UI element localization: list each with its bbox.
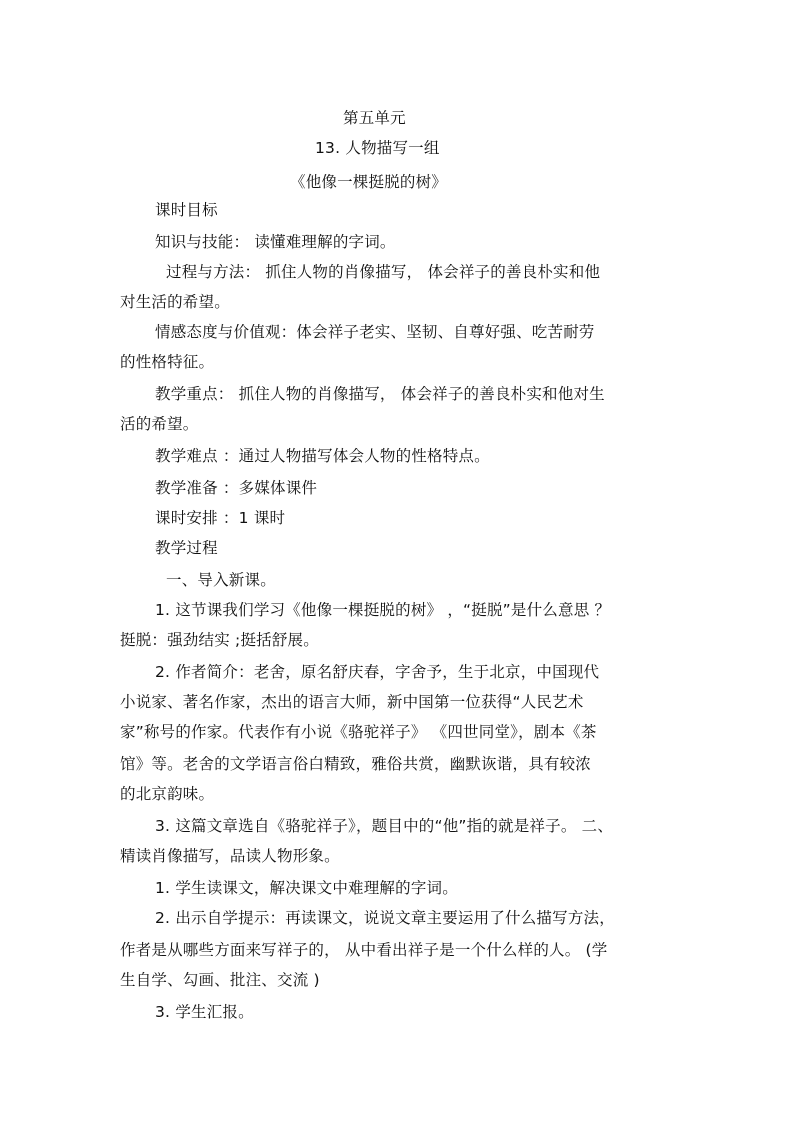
process-objective-line1: 过程与方法： 抓住人物的肖像描写， 体会祥子的善良朴实和他 — [166, 263, 601, 281]
paragraph-line: 馆》等。老舍的文学语言俗白精致，雅俗共赏，幽默诙谐，具有较浓 — [120, 755, 592, 773]
preparation: 教学准备 ：多媒体课件 — [155, 479, 318, 497]
key-point-line2: 活的希望。 — [120, 415, 199, 433]
section-intro: 一、导入新课。 — [166, 571, 276, 589]
paragraph-line: 作者是从哪些方面来写祥子的， 从中看出祥子是一个什么样的人。 (学 — [120, 941, 608, 959]
objectives-heading: 课时目标 — [155, 201, 218, 219]
paragraph-line: 挺脱：强劲结实 ;挺括舒展。 — [120, 631, 319, 649]
process-heading: 教学过程 — [155, 539, 218, 557]
knowledge-objective: 知识与技能： 读懂难理解的字词。 — [155, 233, 396, 251]
emotion-objective-line1: 情感态度与价值观：体会祥子老实、坚韧、自尊好强、吃苦耐劳 — [155, 323, 595, 341]
paragraph-line: 3. 这篇文章选自《骆驼祥子》，题目中的“他”指的就是祥子。 二、 — [155, 817, 614, 835]
paragraph-line: 1. 这节课我们学习《他像一棵挺脱的树》 ，“挺脱”是什么意思 ？ — [155, 601, 611, 619]
emotion-objective-line2: 的性格特征。 — [120, 353, 215, 371]
paragraph-line: 2. 出示自学提示：再读课文，说说文章主要运用了什么描写方法， — [155, 909, 615, 927]
paragraph-line: 的北京韵味。 — [120, 785, 215, 803]
text-title: 《他像一棵挺脱的树》 — [290, 173, 448, 191]
lesson-heading: 13. 人物描写一组 — [315, 139, 440, 157]
unit-heading: 第五单元 — [343, 109, 406, 127]
paragraph-line: 3. 学生汇报。 — [155, 1003, 254, 1021]
key-point-line1: 教学重点： 抓住人物的肖像描写， 体会祥子的善良朴实和他对生 — [155, 385, 605, 403]
paragraph-line: 2. 作者简介：老舍，原名舒庆春，字舍予，生于北京，中国现代 — [155, 663, 600, 681]
schedule: 课时安排 ：1 课时 — [155, 509, 286, 527]
paragraph-line: 1. 学生读课文，解决课文中难理解的字词。 — [155, 879, 458, 897]
process-objective-line2: 对生活的希望。 — [120, 293, 230, 311]
paragraph-line: 家”称号的作家。代表作有小说《骆驼祥子》 《四世同堂》，剧本《茶 — [120, 723, 597, 741]
paragraph-line: 小说家、著名作家，杰出的语言大师，新中国第一位获得“人民艺术 — [120, 693, 584, 711]
paragraph-line: 精读肖像描写，品读人物形象。 — [120, 847, 340, 865]
difficulty: 教学难点 ：通过人物描写体会人物的性格特点。 — [155, 447, 490, 465]
paragraph-line: 生自学、勾画、批注、交流 ) — [120, 971, 320, 989]
